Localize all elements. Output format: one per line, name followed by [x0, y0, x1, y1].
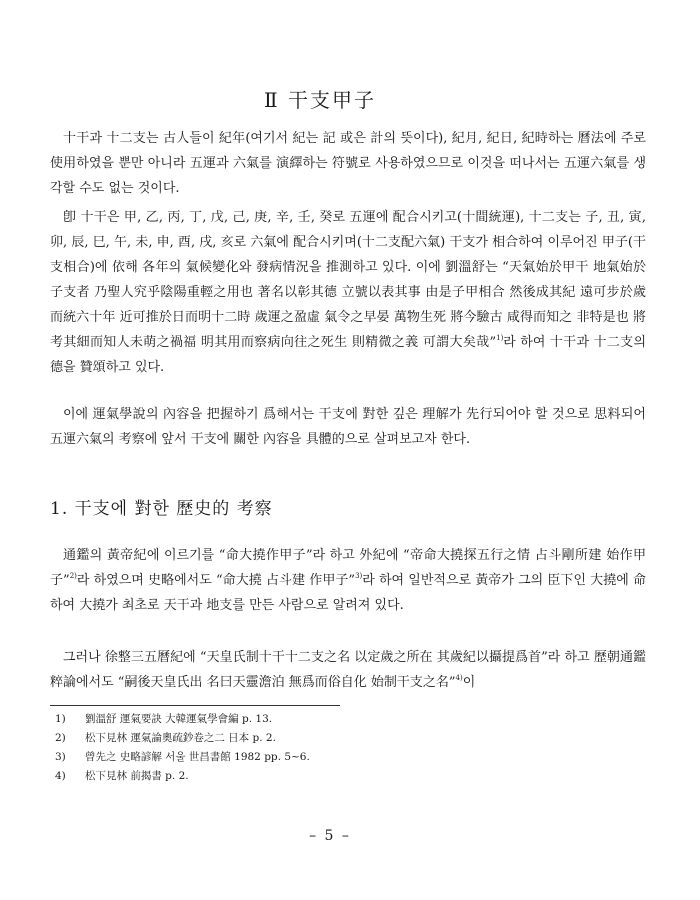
footnote-text: 松下見林 運氣論奧疏鈔卷之二 日本 p. 2.	[85, 732, 276, 744]
paragraph-text: 十干과 十二支는 古人들이 紀年(여기서 紀는 記 或은 計의 뜻이다), 紀月, 紀日, 紀時하는 曆法에 주로 使用하였을 뿐만 아니라 五運과 六氣를 演繹하는 符號로 사용하였으므로 이것을 떠나서는 五運六氣를 생각할 수도 없는 것이다.	[50, 131, 646, 196]
footnote-ref-2[interactable]: 2)	[69, 572, 77, 580]
paragraph-text: 卽 十干은 甲, 乙, 丙, 丁, 戊, 己, 庚, 辛, 壬, 癸로 五運에 配合시키고(十間統運), 十二支는 子, 丑, 寅, 卯, 辰, 巳, 午, 未, 申, 酉, 戌, 亥로 六氣에 配合시키며(十二支配六氣) 干支가 相合하여 이루어진 甲子(干支相合)에 依해 各年의 氣候變化와 發病情況을 推測하고 있다. 이에 劉溫舒는 “天氣始於甲干 地氣始於子支者 乃聖人究乎陰陽重輕之用也 著名以彰其德 立號以表其事 由是子甲相合 然後成其紀 遠可步於歲而統六十年 近可推於日而明十二時 歲運之盈虛 氣令之早晏 萬物生死 將今驗古 咸得而知之 非特是也 將考其細而知人未萌之禍福 明其用而察病向往之死生 則精微之義 可謂大矣哉”	[50, 210, 646, 350]
footnote-number: 4)	[55, 770, 66, 782]
footnote-number: 2)	[55, 732, 66, 744]
footnote-item	[55, 710, 310, 729]
paragraph-origin-heavenly-emperor	[50, 645, 646, 695]
footnote-item	[55, 729, 310, 748]
paragraph-text: 그러나 徐整三五曆紀에 “天皇氏制十干十二支之名 以定歲之所在 其歲紀以攝提爲首”라 하고 歷朝通鑑粹論에서도 “嗣後天皇氏出 名曰天靈澹泊 無爲而俗自化 始制干支之名”	[50, 650, 646, 690]
footnote-list	[55, 710, 310, 786]
footnote-divider	[50, 705, 340, 706]
paragraph-text: 이	[462, 675, 476, 690]
paragraph-purpose	[50, 402, 646, 452]
paragraph-text: 라 하여 十干과 十二支의 德을 贊頌하고 있다.	[50, 335, 647, 375]
paragraph-text: 라 하여 일반적으로 黃帝가 그의 臣下인 大撓에 命하여 大撓가 최초로 天干과 地支를 만든 사람으로 알려져 있다.	[50, 573, 647, 613]
footnote-text: 劉溫舒 運氣要訣 大韓運氣學會編 p. 13.	[85, 713, 273, 725]
section-title: 1. 干支에 對한 歷史的 考察	[50, 499, 273, 519]
footnote-ref-4[interactable]: 4)	[455, 674, 463, 682]
footnote-number: 1)	[55, 713, 66, 725]
paragraph-text: 라 하였으며 史略에서도 “命大撓 占斗建 作甲子”	[76, 573, 356, 588]
footnote-ref-1[interactable]: 1)	[496, 334, 504, 342]
paragraph-stems-branches-detail	[50, 205, 646, 380]
footnote-item	[55, 748, 310, 767]
paragraph-origin-daenao	[50, 543, 646, 618]
footnote-number: 3)	[55, 751, 66, 763]
paragraph-text: 이에 運氣學說의 內容을 把握하기 爲해서는 干支에 對한 깊은 理解가 先行되어야 할 것으로 思料되어 五運六氣의 考察에 앞서 干支에 關한 內容을 具體的으로 살펴보고자 한다.	[50, 407, 646, 447]
page-number: – 5 –	[309, 828, 351, 844]
paragraph-ten-stems-intro	[50, 126, 646, 201]
footnote-text: 松下見林 前揭書 p. 2.	[85, 770, 189, 782]
footnote-ref-3[interactable]: 3)	[355, 572, 363, 580]
footnote-item	[55, 767, 310, 786]
footnote-text: 曾先之 史略諺解 서울 世昌書館 1982 pp. 5~6.	[85, 751, 310, 763]
chapter-title: Ⅱ 干支甲子	[264, 88, 376, 112]
paragraph-text: 通鑑의 黃帝紀에 이르기를 “命大撓作甲子”라 하고 外紀에 “帝命大撓探五行之情 占斗剛所建 始作甲子”	[50, 548, 646, 588]
